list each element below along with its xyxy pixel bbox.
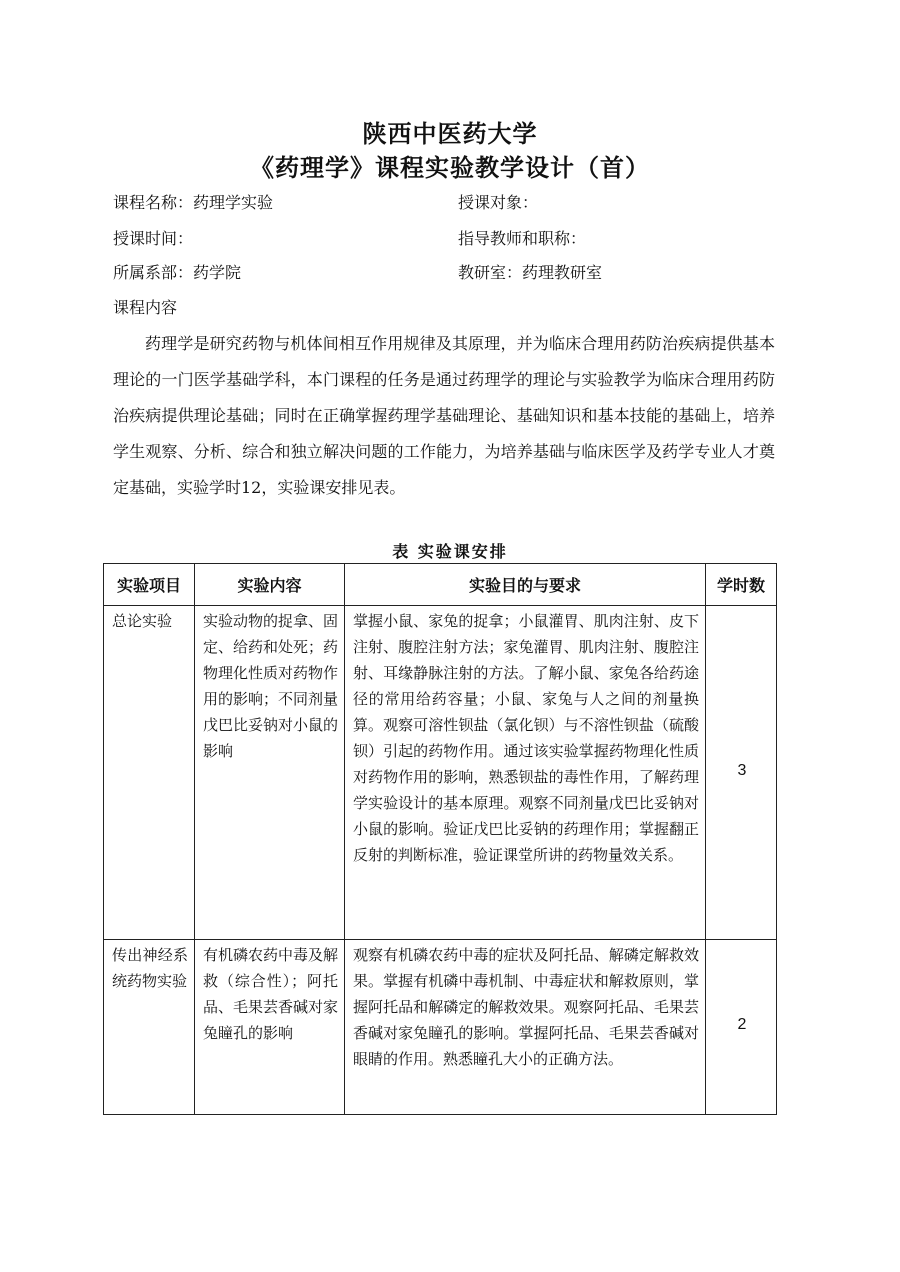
- cell-hours: 3: [706, 606, 777, 940]
- department: 所属系部：药学院: [113, 263, 242, 282]
- cell-goal: 掌握小鼠、家兔的捉拿；小鼠灌胃、肌肉注射、皮下注射、腹腔注射方法；家兔灌胃、肌肉注射、腹腔注射、耳缘静脉注射的方法。了解小鼠、家兔各给药途径的常用给药容量；小鼠、家兔与人之间的剂量换算。观察可溶性钡盐（氯化钡）与不溶性钡盐（硫酸钡）引起的药物作用。通过该实验掌握药物理化性质对药物作用的影响，熟悉钡盐的毒性作用，了解药理学实验设计的基本原理。观察不同剂量戊巴比妥钠对小鼠的影响。验证戊巴比妥钠的药理作用；掌握翻正反射的判断标准，验证课堂所讲的药物量效关系。: [345, 606, 706, 940]
- course-name: 课程名称：药理学实验: [113, 193, 274, 212]
- table-header-row: [104, 564, 777, 606]
- table-caption: 表 实验课安排: [392, 542, 508, 561]
- content-label: 课程内容: [113, 298, 178, 317]
- teaching-time: 授课时间：: [113, 229, 194, 248]
- document-title: 《药理学》课程实验教学设计（首）: [250, 153, 650, 182]
- intro-paragraph: 药理学是研究药物与机体间相互作用规律及其原理，并为临床合理用药防治疾病提供基本理论的一门医学基础学科，本门课程的任务是通过药理学的理论与实验教学为临床合理用药防治疾病提供理论基础；同时在正确掌握药理学基础理论、基础知识和基本技能的基础上，培养学生观察、分析、综合和独立解决问题的工作能力，为培养基础与临床医学及药学专业人才奠定基础，实验学时12，实验课安排见表。: [113, 334, 775, 497]
- cell-item: 总论实验: [104, 606, 195, 940]
- cell-hours: 2: [706, 940, 777, 1115]
- teaching-office: 教研室：药理教研室: [458, 263, 603, 282]
- table-row: [104, 606, 777, 940]
- teaching-target: 授课对象：: [458, 193, 539, 212]
- cell-content: 实验动物的捉拿、固定、给药和处死；药物理化性质对药物作用的影响；不同剂量戊巴比妥钠对小鼠的影响: [195, 606, 345, 940]
- header-hours: 学时数: [706, 564, 777, 606]
- cell-goal: 观察有机磷农药中毒的症状及阿托品、解磷定解救效果。掌握有机磷中毒机制、中毒症状和解救原则，掌握阿托品和解磷定的解救效果。观察阿托品、毛果芸香碱对家兔瞳孔的影响。掌握阿托品、毛果芸香碱对眼睛的作用。熟悉瞳孔大小的正确方法。: [345, 940, 706, 1115]
- cell-item: 传出神经系统药物实验: [104, 940, 195, 1115]
- table-row: [104, 940, 777, 1115]
- university-title: 陕西中医药大学: [362, 119, 538, 148]
- header-content: 实验内容: [195, 564, 345, 606]
- cell-content: 有机磷农药中毒及解救（综合性）；阿托品、毛果芸香碱对家兔瞳孔的影响: [195, 940, 345, 1115]
- schedule-table: [103, 563, 777, 1115]
- teacher-title: 指导教师和职称：: [458, 229, 587, 248]
- header-item: 实验项目: [104, 564, 195, 606]
- header-goal: 实验目的与要求: [345, 564, 706, 606]
